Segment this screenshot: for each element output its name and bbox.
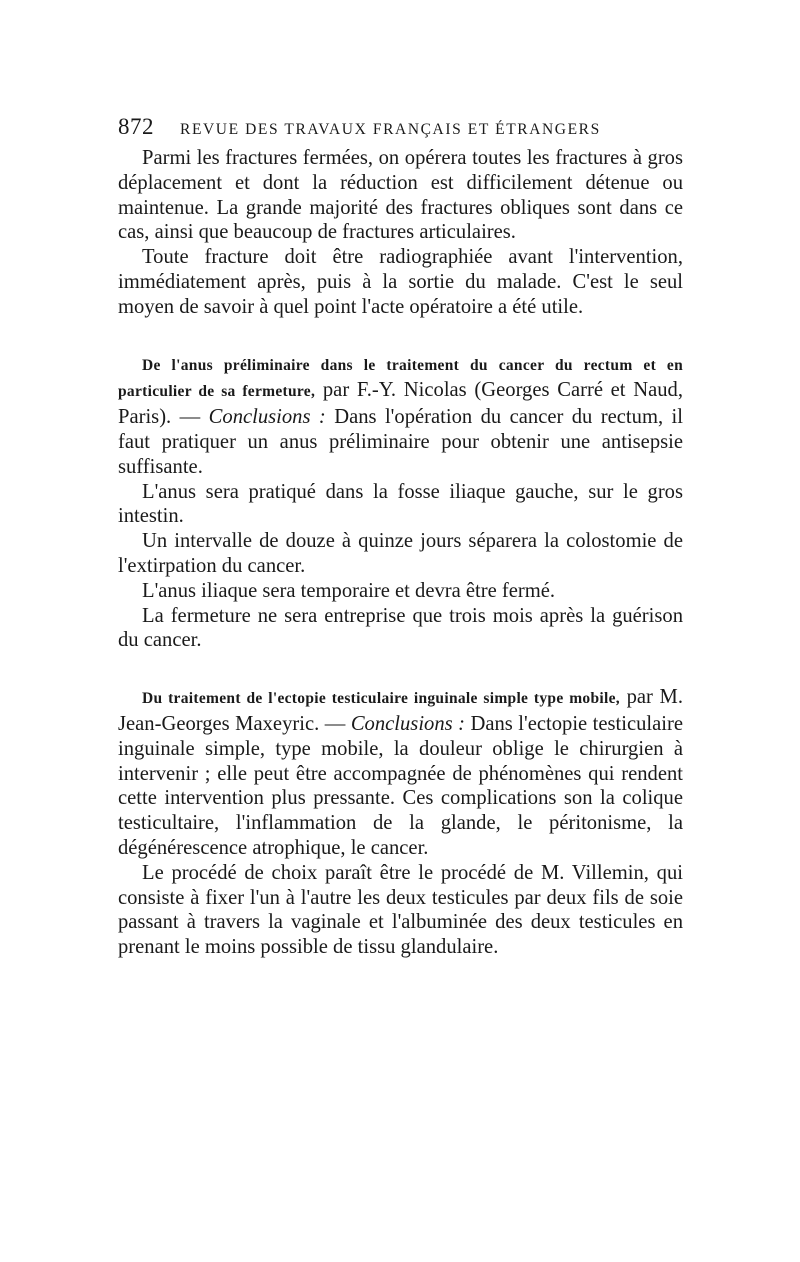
- paragraph-anus-3: Un intervalle de douze à quinze jours séparera la colostomie de l'extirpation du cancer.: [118, 530, 683, 577]
- paragraph-anus-2: L'anus sera pratiqué dans la fosse iliaque gauche, sur le gros intestin.: [118, 480, 683, 528]
- paragraph-anus-4: L'anus iliaque sera temporaire et devra être fermé.: [142, 579, 556, 602]
- paragraph-anus-5: La fermeture ne sera entreprise que trois mois après la guérison du cancer.: [118, 604, 683, 652]
- article-author-anus: par F.-Y. Nicolas (Georges Carré et Naud, Paris). —: [118, 379, 684, 429]
- article-title-anus: De l'anus préliminaire dans le traitement du cancer du rectum et en particulier de sa fermeture,: [118, 356, 683, 401]
- conclusions-label-anus: Conclusions :: [208, 406, 326, 429]
- article-intro-ectopie: Dans l'ectopie testiculaire inguinale simple, type mobile, la douleur oblige le chirurgien à intervenir ; elle peut être accompagnée de phénomènes qui rendent cette intervention plus pressante. Ces complications son la colique testicultaire, l'inflammation de la glande, le péritonisme, la dégénérescence atrophique, le cancer.: [118, 712, 684, 859]
- conclusions-label-ectopie: Conclusions :: [350, 712, 465, 735]
- page-number: 872: [118, 114, 154, 139]
- section-gap: [118, 653, 683, 685]
- running-head: [118, 114, 688, 144]
- article-entry-ectopie: [118, 685, 683, 861]
- paragraph-fractures-2: Toute fracture doit être radiographiée avant l'intervention, immédiatement après, puis à la sortie du malade. C'est le seul moyen de savoir à quel point l'acte opératoire a été utile.: [118, 246, 683, 318]
- body-text: [118, 146, 683, 960]
- article-intro-anus: Dans l'opération du cancer du rectum, il faut pratiquer un anus préliminaire pour obtenir une antisepsie suffisante.: [118, 406, 683, 478]
- running-title: REVUE DES TRAVAUX FRANÇAIS ET ÉTRANGERS: [180, 121, 601, 138]
- article-entry-anus: [118, 352, 683, 480]
- paragraph-fractures-1: Parmi les fractures fermées, on opérera toutes les fractures à gros déplacement et dont la réduction est difficilement détenue ou maintenue. La grande majorité des fractures obliques sont dans ce cas, ainsi que beaucoup de fractures articulaires.: [118, 147, 683, 244]
- paragraph-ectopie-2: Le procédé de choix paraît être le procédé de M. Villemin, qui consiste à fixer l'un à l'autre les deux testicules par deux fils de soie passant à travers la vaginale et l'albuminée des deux testicules en prenant le moins possible de tissu glandulaire.: [118, 861, 683, 959]
- article-title-ectopie: Du traitement de l'ectopie testiculaire inguinale simple type mobile,: [142, 690, 620, 708]
- section-gap: [118, 320, 683, 352]
- article-author-ectopie: par M. Jean-Georges Maxeyric. —: [118, 686, 683, 735]
